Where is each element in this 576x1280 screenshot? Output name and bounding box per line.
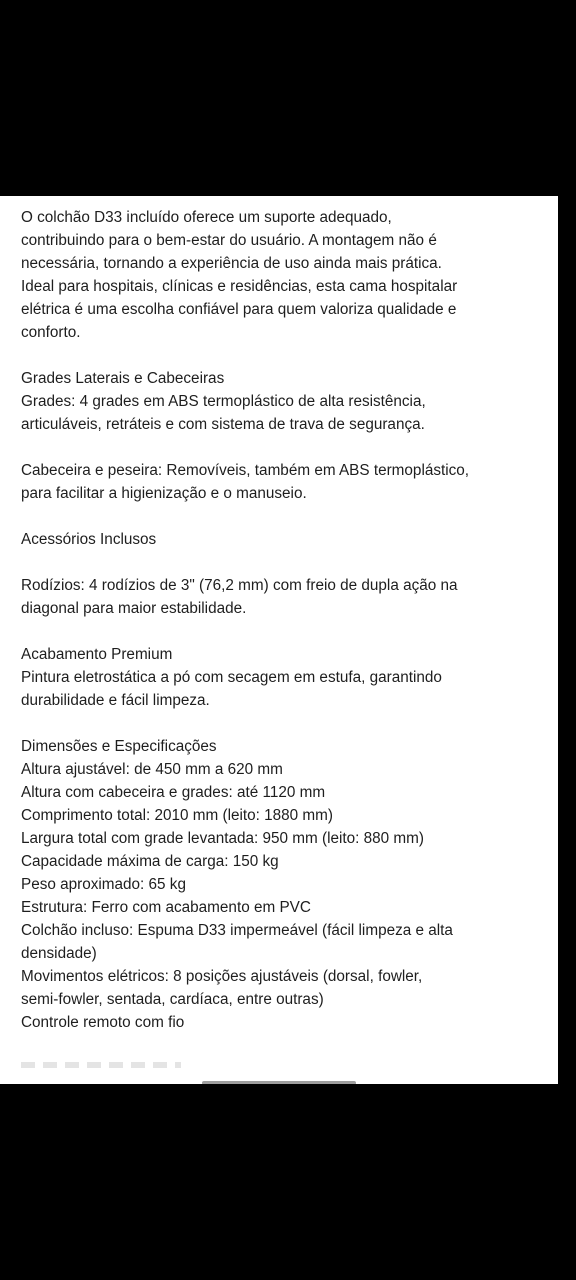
section-heading-accessories: Acessórios Inclusos [21, 531, 157, 548]
paragraph-intro [21, 206, 541, 344]
description-text [21, 206, 541, 1057]
intro-line: conforto. [21, 324, 81, 341]
rails-line: articuláveis, retráteis e com sistema de trava de segurança. [21, 416, 425, 433]
product-description-card[interactable] [0, 196, 558, 1084]
spec-line: Comprimento total: 2010 mm (leito: 1880 mm) [21, 807, 334, 824]
spec-line: Movimentos elétricos: 8 posições ajustáveis (dorsal, fowler, [21, 968, 423, 985]
intro-line: contribuindo para o bem-estar do usuário. A montagem não é [21, 232, 437, 249]
cut-off-text-line [21, 1062, 181, 1068]
casters-line: diagonal para maior estabilidade. [21, 600, 247, 617]
paragraph-specs [21, 735, 541, 1034]
finish-line: durabilidade e fácil limpeza. [21, 692, 210, 709]
headboard-line: Cabeceira e peseira: Removíveis, também em ABS termoplástico, [21, 462, 470, 479]
spec-line: Controle remoto com fio [21, 1014, 185, 1031]
section-heading-specs: Dimensões e Especificações [21, 738, 217, 755]
paragraph-casters [21, 574, 541, 620]
finish-line: Pintura eletrostática a pó com secagem em estufa, garantindo [21, 669, 442, 686]
spec-line: Peso aproximado: 65 kg [21, 876, 186, 893]
paragraph-accessories [21, 528, 541, 551]
section-heading-rails: Grades Laterais e Cabeceiras [21, 370, 225, 387]
spec-line: Largura total com grade levantada: 950 mm (leito: 880 mm) [21, 830, 425, 847]
bottom-black-band [0, 1084, 576, 1280]
spec-line: densidade) [21, 945, 97, 962]
intro-line: Ideal para hospitais, clínicas e residências, esta cama hospitalar [21, 278, 458, 295]
headboard-line: para facilitar a higienização e o manuseio. [21, 485, 307, 502]
paragraph-finish [21, 643, 541, 712]
top-black-band [0, 0, 576, 196]
spec-line: Capacidade máxima de carga: 150 kg [21, 853, 279, 870]
intro-line: elétrica é uma escolha confiável para quem valoriza qualidade e [21, 301, 457, 318]
intro-line: necessária, tornando a experiência de uso ainda mais prática. [21, 255, 442, 272]
spec-line: semi-fowler, sentada, cardíaca, entre outras) [21, 991, 324, 1008]
spec-line: Altura com cabeceira e grades: até 1120 mm [21, 784, 326, 801]
paragraph-headboard [21, 459, 541, 505]
rails-line: Grades: 4 grades em ABS termoplástico de alta resistência, [21, 393, 426, 410]
spec-line: Altura ajustável: de 450 mm a 620 mm [21, 761, 283, 778]
spec-line: Colchão incluso: Espuma D33 impermeável (fácil limpeza e alta [21, 922, 453, 939]
spec-line: Estrutura: Ferro com acabamento em PVC [21, 899, 311, 916]
paragraph-rails [21, 367, 541, 436]
intro-line: O colchão D33 incluído oferece um suporte adequado, [21, 209, 392, 226]
section-heading-finish: Acabamento Premium [21, 646, 173, 663]
casters-line: Rodízios: 4 rodízios de 3" (76,2 mm) com freio de dupla ação na [21, 577, 458, 594]
